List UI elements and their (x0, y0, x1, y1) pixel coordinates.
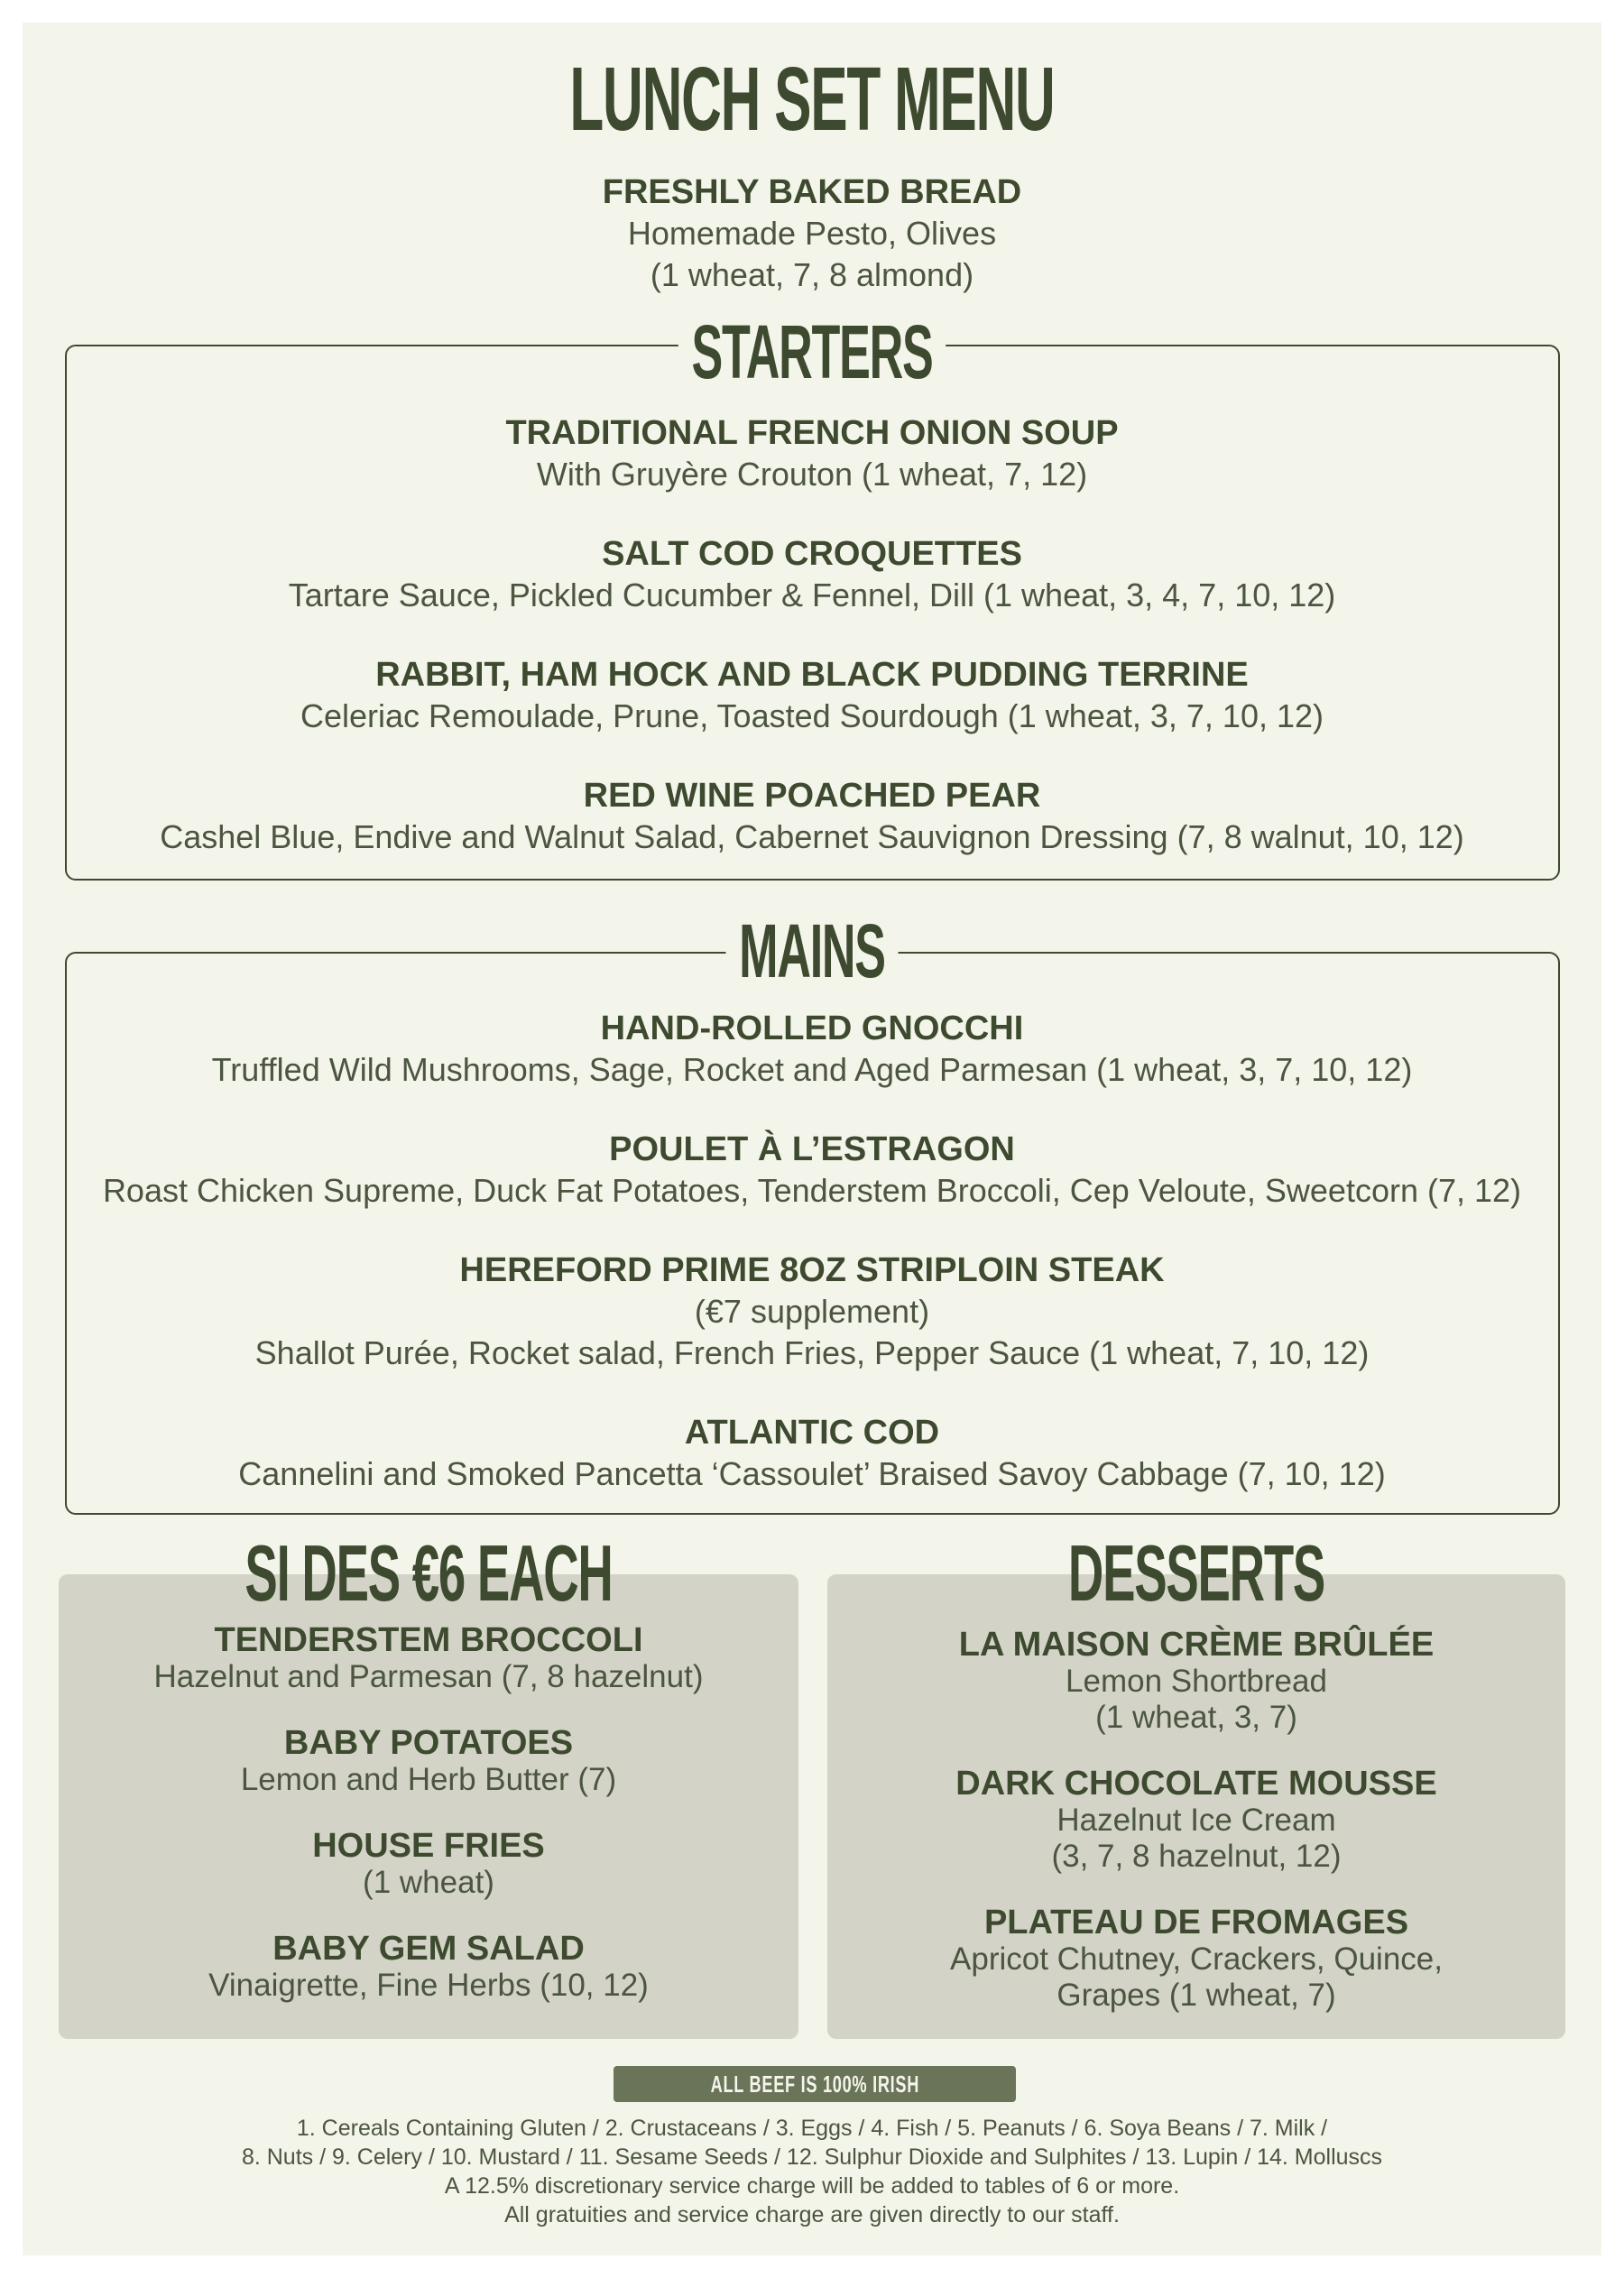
dish-desc: Hazelnut Ice Cream (1057, 1803, 1336, 1838)
dish-desc: Tartare Sauce, Pickled Cucumber & Fennel, Dill (1 wheat, 3, 4, 7, 10, 12) (288, 576, 1336, 613)
mains-list (0, 1008, 1624, 1533)
dish-desc: (3, 7, 8 hazelnut, 12) (1051, 1839, 1342, 1874)
side-item (59, 1724, 798, 1798)
dish-name: TRADITIONAL FRENCH ONION SOUP (505, 414, 1119, 452)
starter-item (0, 533, 1624, 616)
bread-desc-1: Homemade Pesto, Olives (627, 215, 997, 252)
bread-desc-2: (1 wheat, 7, 8 almond) (650, 256, 974, 293)
allergen-line-2: 8. Nuts / 9. Celery / 10. Mustard / 11. Sesame Seeds / 12. Sulphur Dioxide and Sulphites / 13. Lupin / 14. Molluscs (241, 2144, 1383, 2170)
bread-name: FRESHLY BAKED BREAD (602, 173, 1022, 211)
starter-item (0, 412, 1624, 495)
allergen-line-1: 1. Cereals Containing Gluten / 2. Crustaceans / 3. Eggs / 4. Fish / 5. Peanuts / 6. Soya Beans / 7. Milk / (296, 2116, 1328, 2141)
starter-item (0, 654, 1624, 737)
dish-desc: Celeriac Remoulade, Prune, Toasted Sourdough (1 wheat, 3, 7, 10, 12) (300, 697, 1324, 734)
dish-desc: With Gruyère Crouton (1 wheat, 7, 12) (536, 456, 1088, 493)
dish-name: HEREFORD PRIME 8OZ STRIPLOIN STEAK (459, 1251, 1165, 1289)
dish-desc: Lemon Shortbread (1066, 1664, 1327, 1699)
dish-desc: Truffled Wild Mushrooms, Sage, Rocket and Aged Parmesan (1 wheat, 3, 7, 10, 12) (211, 1051, 1413, 1088)
dessert-item (827, 1765, 1565, 1875)
dish-name: DARK CHOCOLATE MOUSSE (955, 1765, 1437, 1803)
dish-desc: Shallot Purée, Rocket salad, French Fries, Pepper Sauce (1 wheat, 7, 10, 12) (254, 1334, 1370, 1371)
side-item (59, 1621, 798, 1695)
dish-desc: Vinaigrette, Fine Herbs (10, 12) (208, 1968, 649, 2003)
gratuities-note: All gratuities and service charge are given directly to our staff. (504, 2202, 1120, 2227)
irish-beef-badge: ALL BEEF IS 100% IRISH (614, 2066, 1016, 2102)
main-item (0, 1129, 1624, 1212)
sides-list (59, 1621, 798, 2033)
menu-title: LUNCH SET MENU (569, 49, 1055, 150)
dish-name: TENDERSTEM BROCCOLI (214, 1621, 643, 1659)
dish-name: PLATEAU DE FROMAGES (983, 1904, 1409, 1941)
dish-name: ATLANTIC COD (684, 1414, 940, 1452)
mains-title: MAINS (309, 913, 1315, 989)
dessert-item (827, 1626, 1565, 1736)
side-item (59, 1827, 798, 1901)
starters-title: STARTERS (309, 314, 1315, 390)
service-charge-note: A 12.5% discretionary service charge will be added to tables of 6 or more. (444, 2173, 1180, 2199)
dish-name: LA MAISON CRÈME BRÛLÉE (958, 1626, 1435, 1664)
main-item (0, 1250, 1624, 1374)
dish-desc: Cannelini and Smoked Pancetta ‘Cassoulet’ Braised Savoy Cabbage (7, 10, 12) (238, 1455, 1386, 1492)
dish-desc: (€7 supplement) (694, 1293, 930, 1330)
sides-title: SI DES €6 EACH (245, 1528, 613, 1618)
dish-name: RABBIT, HAM HOCK AND BLACK PUDDING TERRINE (375, 656, 1249, 694)
dish-desc: Lemon and Herb Butter (7) (240, 1762, 617, 1797)
allergen-footer (0, 2114, 1624, 2229)
dish-desc: (1 wheat, 3, 7) (1095, 1700, 1297, 1735)
main-item (0, 1412, 1624, 1495)
starters-list (0, 412, 1624, 896)
dish-desc: Grapes (1 wheat, 7) (1057, 1978, 1336, 2013)
dessert-item (827, 1904, 1565, 2014)
dish-desc: Apricot Chutney, Crackers, Quince, (950, 1941, 1443, 1977)
dish-desc: Hazelnut and Parmesan (7, 8 hazelnut) (153, 1659, 704, 1694)
desserts-list (827, 1626, 1565, 2043)
side-item (59, 1930, 798, 2004)
desserts-title: DESSERTS (1067, 1528, 1325, 1618)
dish-desc: (1 wheat) (363, 1865, 494, 1900)
dish-desc: Cashel Blue, Endive and Walnut Salad, Cabernet Sauvignon Dressing (7, 8 walnut, 10, 12) (160, 818, 1464, 855)
dish-name: RED WINE POACHED PEAR (583, 777, 1041, 815)
main-item (0, 1008, 1624, 1091)
dish-name: POULET À L’ESTRAGON (609, 1130, 1015, 1168)
starter-item (0, 775, 1624, 858)
dish-name: HAND-ROLLED GNOCCHI (600, 1010, 1024, 1047)
bread-section (0, 171, 1624, 296)
dish-name: HOUSE FRIES (312, 1827, 545, 1865)
dish-name: BABY POTATOES (283, 1724, 574, 1762)
dish-desc: Roast Chicken Supreme, Duck Fat Potatoes, Tenderstem Broccoli, Cep Veloute, Sweetcorn (7, 12) (102, 1172, 1522, 1209)
dish-name: BABY GEM SALAD (272, 1930, 585, 1968)
dish-name: SALT COD CROQUETTES (602, 535, 1022, 573)
